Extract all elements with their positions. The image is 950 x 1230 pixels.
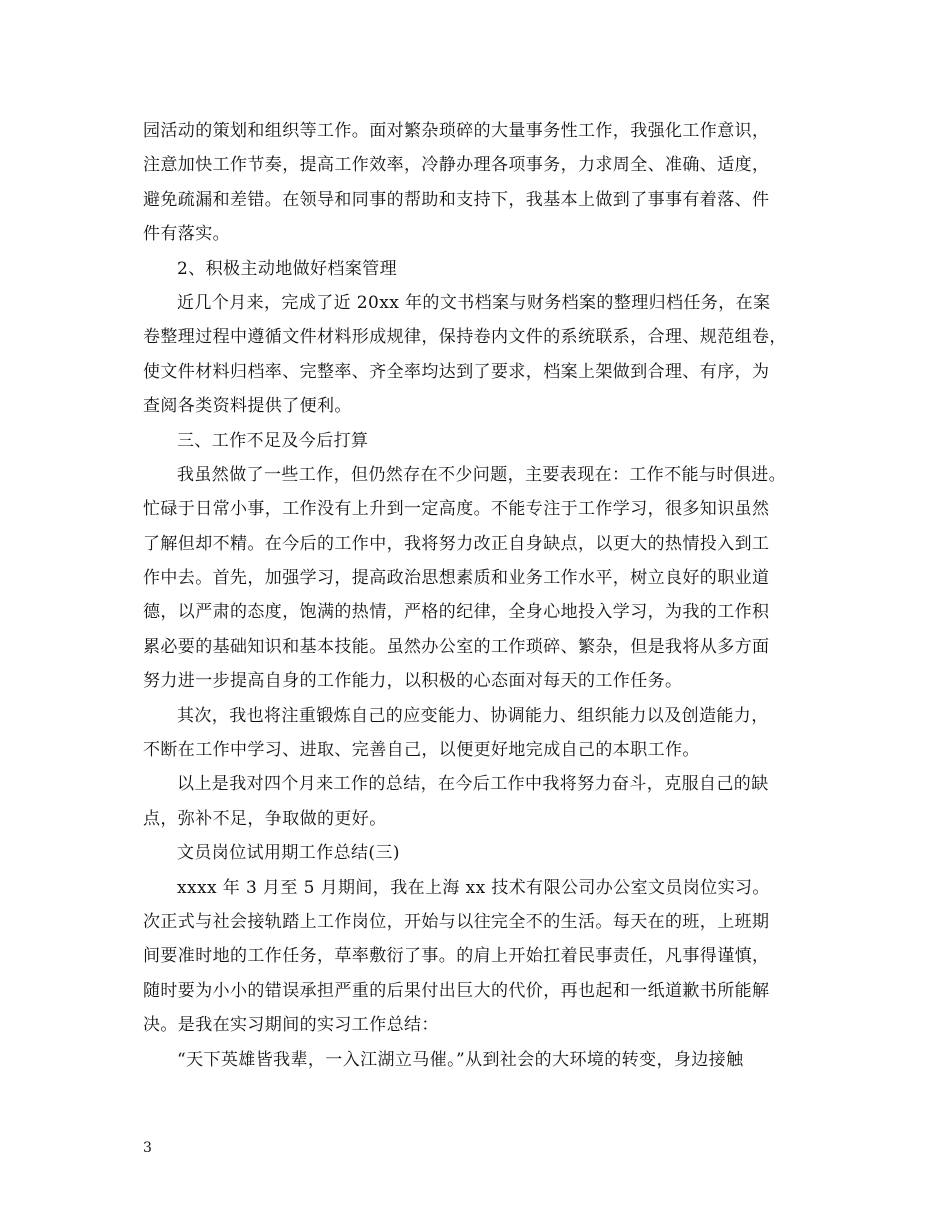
text-line: 以上是我对四个月来工作的总结，在今后工作中我将努力奋斗，克服自己的缺 <box>177 774 769 795</box>
document-body <box>143 114 833 1077</box>
text-line: 注意加快工作节奏，提高工作效率，冷静办理各项事务，力求周全、准确、适度， <box>143 155 770 176</box>
text-line: 卷整理过程中遵循文件材料形成规律，保持卷内文件的系统联系，合理、规范组卷， <box>143 327 787 348</box>
text-line: 间要准时地的工作任务，草率敷衍了事。的肩上开始扛着民事责任，凡事得谨慎， <box>143 946 770 967</box>
text-line: 其次，我也将注重锻炼自己的应变能力、协调能力、组织能力以及创造能力， <box>177 705 769 726</box>
page-number: 3 <box>143 1140 152 1156</box>
text-line: 查阅各类资料提供了便利。 <box>143 396 352 417</box>
text-line: “天下英雄皆我辈，一入江湖立马催。”从到社会的大环境的转变，身边接触 <box>177 1049 744 1070</box>
text-line: 使文件材料归档率、完整率、齐全率均达到了要求，档案上架做到合理、有序，为 <box>143 361 770 382</box>
text-line: 文员岗位试用期工作总结(三) <box>177 843 400 864</box>
text-line: 累必要的基础知识和基本技能。虽然办公室的工作琐碎、繁杂，但是我将从多方面 <box>143 636 770 657</box>
text-line: 忙碌于日常小事，工作没有上升到一定高度。不能专注于工作学习，很多知识虽然 <box>143 499 770 520</box>
text-line: 努力进一步提高自身的工作能力，以积极的心态面对每天的工作任务。 <box>143 671 683 692</box>
text-line: 不断在工作中学习、进取、完善自己，以便更好地完成自己的本职工作。 <box>143 740 700 761</box>
text-line: 决。是我在实习期间的实习工作总结： <box>143 1015 439 1036</box>
text-line: 我虽然做了一些工作，但仍然存在不少问题，主要表现在：工作不能与时俱进。 <box>177 464 786 485</box>
text-line: 件有落实。 <box>143 224 230 245</box>
text-line: xxxx 年 3 月至 5 月期间，我在上海 xx 技术有限公司办公室文员岗位实习。 <box>177 877 770 898</box>
text-line: 德，以严肃的态度，饱满的热情，严格的纪律，全身心地投入学习，为我的工作积 <box>143 602 770 623</box>
text-line: 三、工作不足及今后打算 <box>177 430 369 451</box>
text-line: 了解但却不精。在今后的工作中，我将努力改正自身缺点，以更大的热情投入到工 <box>143 533 770 554</box>
text-line: 2、积极主动地做好档案管理 <box>177 258 398 279</box>
text-line: 作中去。首先，加强学习，提高政治思想素质和业务工作水平，树立良好的职业道 <box>143 568 770 589</box>
text-line: 点，弥补不足，争取做的更好。 <box>143 808 387 829</box>
text-line: 避免疏漏和差错。在领导和同事的帮助和支持下，我基本上做到了事事有着落、件 <box>143 189 770 210</box>
text-line: 随时要为小小的错误承担严重的后果付出巨大的代价，再也起和一纸道歉书所能解 <box>143 980 770 1001</box>
text-line: 次正式与社会接轨踏上工作岗位，开始与以往完全不的生活。每天在的班，上班期 <box>143 911 770 932</box>
text-line: 园活动的策划和组织等工作。面对繁杂琐碎的大量事务性工作，我强化工作意识， <box>143 121 770 141</box>
text-line: 近几个月来，完成了近 20xx 年的文书档案与财务档案的整理归档任务，在案 <box>177 292 771 313</box>
